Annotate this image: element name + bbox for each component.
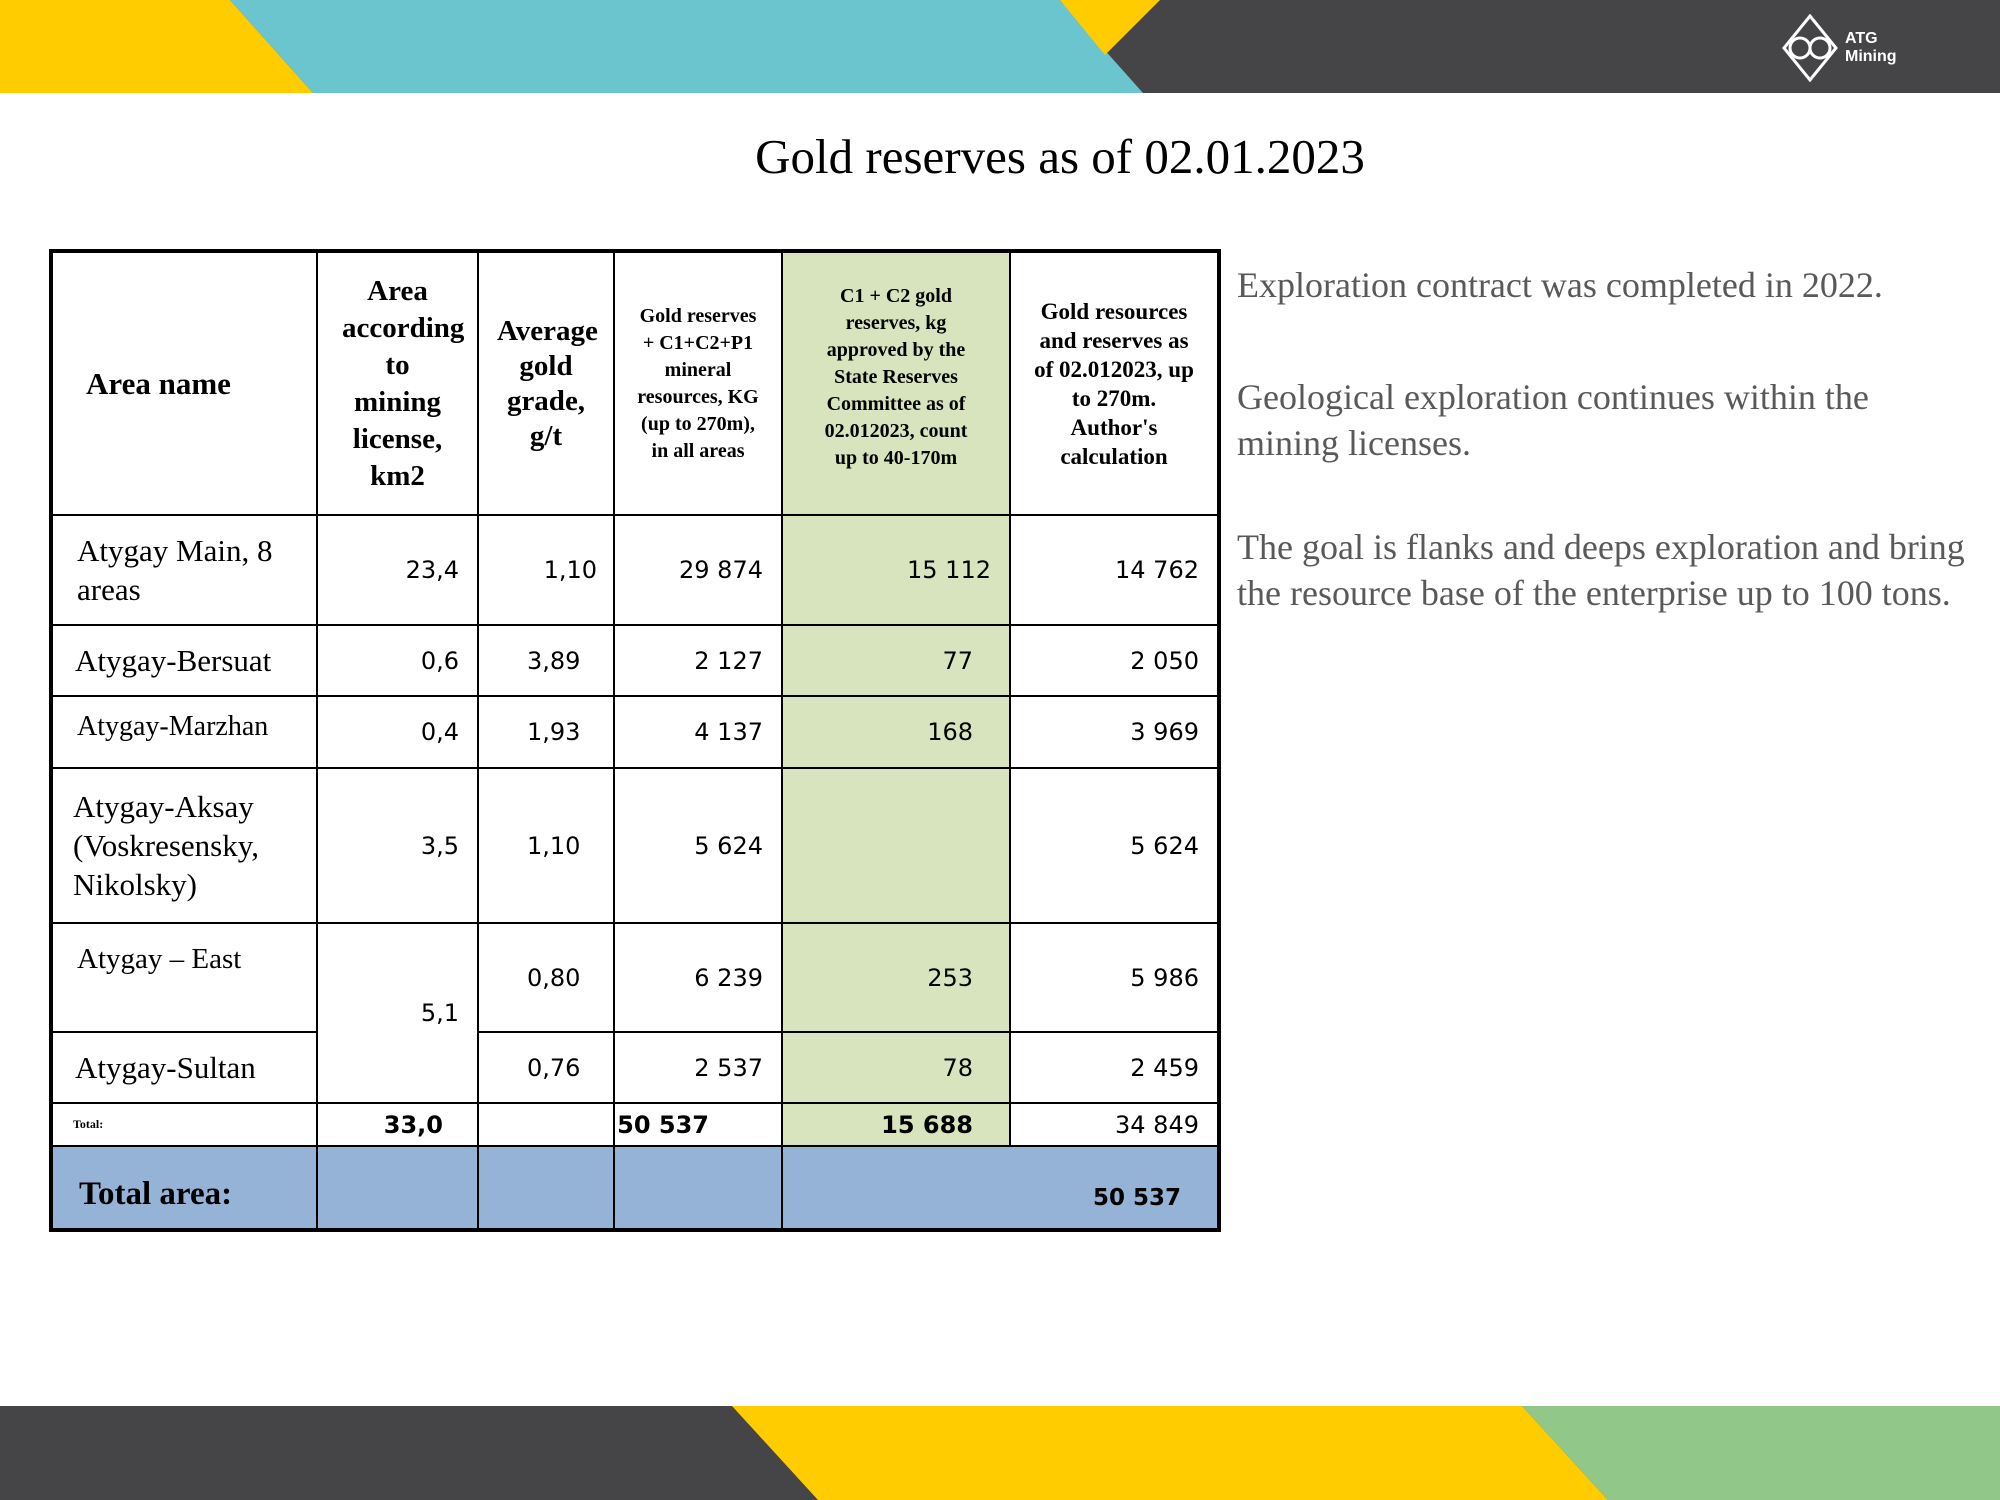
row-2-c1c2: 77 <box>782 625 1010 696</box>
top-band-graphic <box>0 0 2000 93</box>
row-6-resources: 2 459 <box>1010 1032 1219 1103</box>
table-row <box>51 768 1219 923</box>
infinity-diamond-icon <box>1780 14 1840 82</box>
row-5-name: Atygay – East <box>51 923 317 1032</box>
table-row <box>51 696 1219 768</box>
row-5-c1c2: 253 <box>782 923 1010 1032</box>
row-1-license: 23,4 <box>317 515 478 625</box>
logo-text <box>1845 30 1897 66</box>
row-5-gold: 6 239 <box>614 923 782 1032</box>
row-4-resources: 5 624 <box>1010 768 1219 923</box>
bottom-decorative-band <box>0 1406 2000 1500</box>
table-header-row <box>51 251 1219 515</box>
total-area-label: Total area: <box>51 1146 317 1230</box>
total-area-empty-1 <box>317 1146 478 1230</box>
side-paragraph-contract: Exploration contract was completed in 2022. <box>1237 265 1883 305</box>
row-3-license: 0,4 <box>317 696 478 768</box>
row-3-name: Atygay-Marzhan <box>51 696 317 768</box>
top-decorative-band <box>0 0 2000 93</box>
row-2-name: Atygay-Bersuat <box>51 625 317 696</box>
row-1-c1c2: 15 112 <box>782 515 1010 625</box>
row-3-gold: 4 137 <box>614 696 782 768</box>
header-avg-grade: Average gold grade, g/t <box>478 251 614 515</box>
row-2-license: 0,6 <box>317 625 478 696</box>
row-6-name: Atygay-Sultan <box>51 1032 317 1103</box>
row-4-name: Atygay-Aksay (Voskresensky, Nikolsky) <box>51 768 317 923</box>
row-2-avg: 3,89 <box>478 625 614 696</box>
row-1-gold: 29 874 <box>614 515 782 625</box>
header-license-area: Area according to mining license, km2 <box>317 251 478 515</box>
row-2-gold: 2 127 <box>614 625 782 696</box>
header-c1c2-reserves: C1 + C2 gold reserves, kg approved by the State Reserves Committee as of 02.012023, count up to 40-170m <box>782 251 1010 515</box>
row-2-resources: 2 050 <box>1010 625 1219 696</box>
row-3-avg: 1,93 <box>478 696 614 768</box>
header-area-name: Area name <box>51 251 317 515</box>
total-gold: 50 537 <box>614 1103 782 1146</box>
side-paragraph-exploration: Geological exploration continues within the mining licenses. <box>1237 377 1869 463</box>
table-row <box>51 625 1219 696</box>
total-label: Total: <box>51 1103 317 1146</box>
total-license: 33,0 <box>317 1103 478 1146</box>
total-area-value: 50 537 <box>782 1146 1219 1230</box>
row-5-resources: 5 986 <box>1010 923 1219 1032</box>
row-4-avg: 1,10 <box>478 768 614 923</box>
bottom-band-graphic <box>0 1406 2000 1500</box>
row-4-license: 3,5 <box>317 768 478 923</box>
row-5-license: 5,1 <box>317 923 478 1103</box>
row-3-resources: 3 969 <box>1010 696 1219 768</box>
total-avg <box>478 1103 614 1146</box>
row-6-c1c2: 78 <box>782 1032 1010 1103</box>
row-1-avg: 1,10 <box>478 515 614 625</box>
logo-line-1: ATG <box>1845 30 1878 47</box>
row-1-resources: 14 762 <box>1010 515 1219 625</box>
page-title: Gold reserves as of 02.01.2023 <box>755 129 1365 184</box>
row-4-c1c2 <box>782 768 1010 923</box>
total-c1c2: 15 688 <box>782 1103 1010 1146</box>
table-row <box>51 1032 1219 1103</box>
row-3-c1c2: 168 <box>782 696 1010 768</box>
row-6-avg: 0,76 <box>478 1032 614 1103</box>
row-1-name: Atygay Main, 8 areas <box>51 515 317 625</box>
total-resources: 34 849 <box>1010 1103 1219 1146</box>
table-total-row <box>51 1103 1219 1146</box>
total-area-empty-2 <box>478 1146 614 1230</box>
row-6-gold: 2 537 <box>614 1032 782 1103</box>
table-row <box>51 923 1219 1032</box>
logo-line-2: Mining <box>1845 48 1897 65</box>
row-5-avg: 0,80 <box>478 923 614 1032</box>
total-area-empty-3 <box>614 1146 782 1230</box>
header-gold-reserves: Gold reserves + C1+C2+P1 mineral resources, KG (up to 270m), in all areas <box>614 251 782 515</box>
table-row <box>51 515 1219 625</box>
side-paragraph-goal: The goal is flanks and deeps exploration and bring the resource base of the enterprise up to 100 tons. <box>1237 527 1965 613</box>
gold-reserves-table <box>49 249 1221 1232</box>
header-resources: Gold resources and reserves as of 02.012023, up to 270m. Author's calculation <box>1010 251 1219 515</box>
row-4-gold: 5 624 <box>614 768 782 923</box>
table-total-area-row <box>51 1146 1219 1230</box>
